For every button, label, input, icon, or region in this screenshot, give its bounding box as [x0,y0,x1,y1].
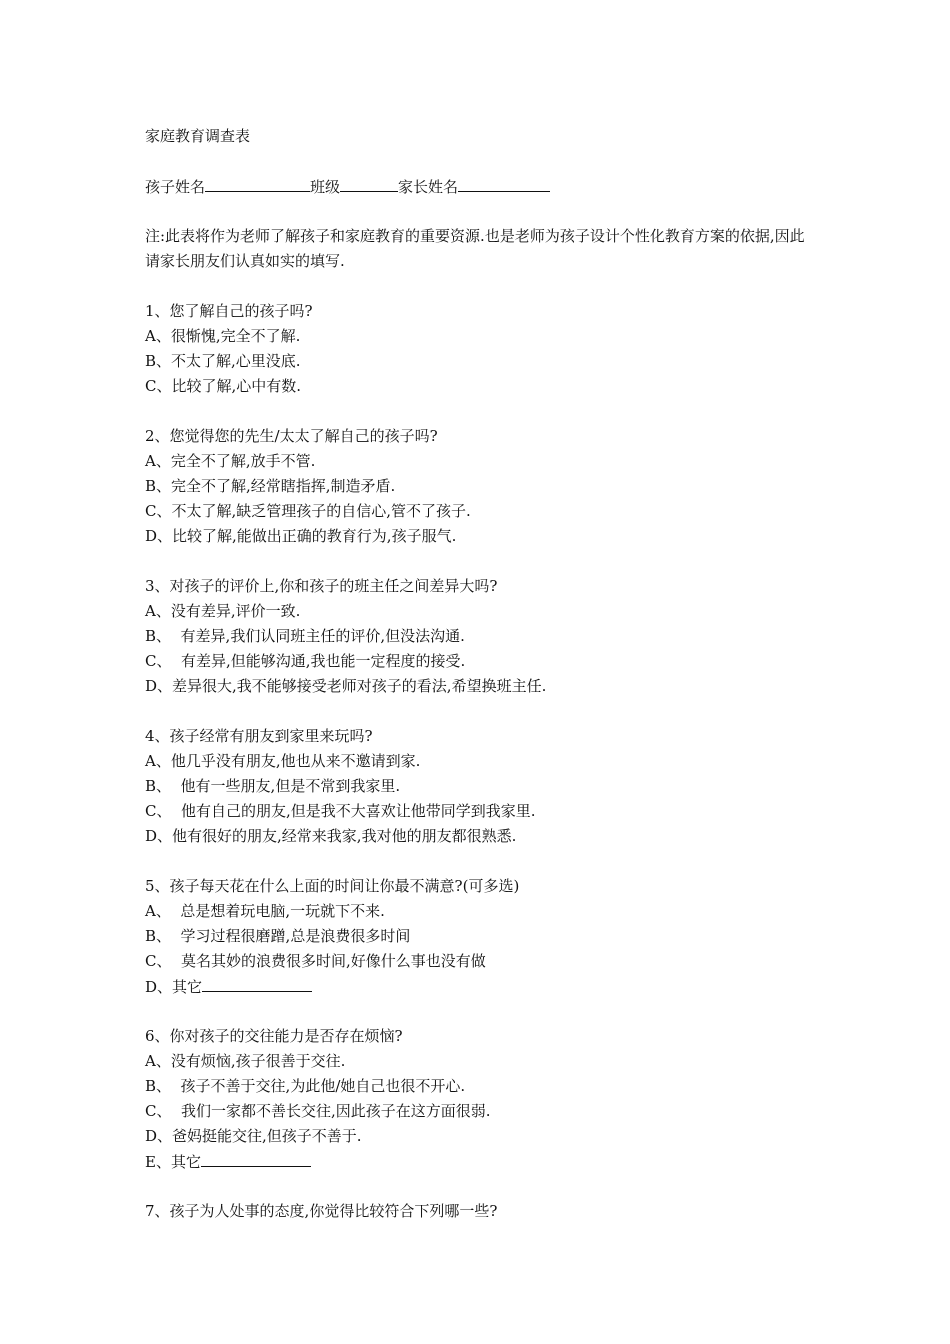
question-text: 2、您觉得您的先生/太太了解自己的孩子吗? [145,427,438,445]
question-1 [145,299,825,399]
parent-name-label: 家长姓名 [398,178,459,196]
child-name-field[interactable] [205,174,310,192]
option-a[interactable]: A、没有烦恼,孩子很善于交往. [145,1052,346,1070]
option-b[interactable]: B、 有差异,我们认同班主任的评价,但没法沟通. [145,627,465,645]
option-a[interactable]: A、 总是想着玩电脑,一玩就下不来. [145,902,385,920]
option-c[interactable]: C、 我们一家都不善长交往,因此孩子在这方面很弱. [145,1102,491,1120]
question-text: 3、对孩子的评价上,你和孩子的班主任之间差异大吗? [145,577,498,595]
document-title: 家庭教育调查表 [145,127,251,145]
info-row [145,174,825,199]
option-a[interactable]: A、很惭愧,完全不了解. [145,327,301,345]
option-a[interactable]: A、他几乎没有朋友,他也从来不邀请到家. [145,752,421,770]
class-field[interactable] [340,174,398,192]
question-3 [145,574,825,699]
option-c[interactable]: C、 莫名其妙的浪费很多时间,好像什么事也没有做 [145,952,486,970]
question-2 [145,424,825,549]
question-5 [145,874,825,999]
survey-document [145,124,825,1249]
question-text: 4、孩子经常有朋友到家里来玩吗? [145,727,373,745]
option-b[interactable]: B、完全不了解,经常瞎指挥,制造矛盾. [145,477,396,495]
option-b[interactable]: B、 孩子不善于交往,为此他/她自己也很不开心. [145,1077,466,1095]
option-d[interactable]: D、差异很大,我不能够接受老师对孩子的看法,希望换班主任. [145,677,547,695]
option-d[interactable]: D、他有很好的朋友,经常来我家,我对他的朋友都很熟悉. [145,827,517,845]
option-c[interactable]: C、比较了解,心中有数. [145,377,302,395]
option-b[interactable]: B、 他有一些朋友,但是不常到我家里. [145,777,401,795]
option-other-label: D、其它 [145,978,203,996]
class-label: 班级 [310,178,341,196]
option-a[interactable]: A、完全不了解,放手不管. [145,452,316,470]
option-c[interactable]: C、不太了解,缺乏管理孩子的自信心,管不了孩子. [145,502,471,520]
question-text: 5、孩子每天花在什么上面的时间让你最不满意?(可多选) [145,877,520,895]
other-field[interactable] [202,974,312,992]
option-d[interactable]: D、比较了解,能做出正确的教育行为,孩子服气. [145,527,457,545]
option-a[interactable]: A、没有差异,评价一致. [145,602,301,620]
child-name-label: 孩子姓名 [145,178,206,196]
question-6 [145,1024,825,1174]
option-c[interactable]: C、 有差异,但能够沟通,我也能一定程度的接受. [145,652,466,670]
option-other-label: E、其它 [145,1153,201,1171]
question-4 [145,724,825,849]
option-b[interactable]: B、不太了解,心里没底. [145,352,301,370]
option-other[interactable] [145,1149,825,1174]
instruction-note: 注:此表将作为老师了解孩子和家庭教育的重要资源.也是老师为孩子设计个性化教育方案的依据,因此请家长朋友们认真如实的填写. [145,227,805,270]
option-other[interactable] [145,974,825,999]
option-d[interactable]: D、爸妈挺能交往,但孩子不善于. [145,1127,362,1145]
question-text: 6、你对孩子的交往能力是否存在烦恼? [145,1027,403,1045]
parent-name-field[interactable] [458,174,550,192]
other-field[interactable] [201,1149,311,1167]
question-text: 7、孩子为人处事的态度,你觉得比较符合下列哪一些? [145,1202,498,1220]
option-b[interactable]: B、 学习过程很磨蹭,总是浪费很多时间 [145,927,411,945]
question-7 [145,1199,825,1224]
option-c[interactable]: C、 他有自己的朋友,但是我不大喜欢让他带同学到我家里. [145,802,536,820]
question-text: 1、您了解自己的孩子吗? [145,302,313,320]
